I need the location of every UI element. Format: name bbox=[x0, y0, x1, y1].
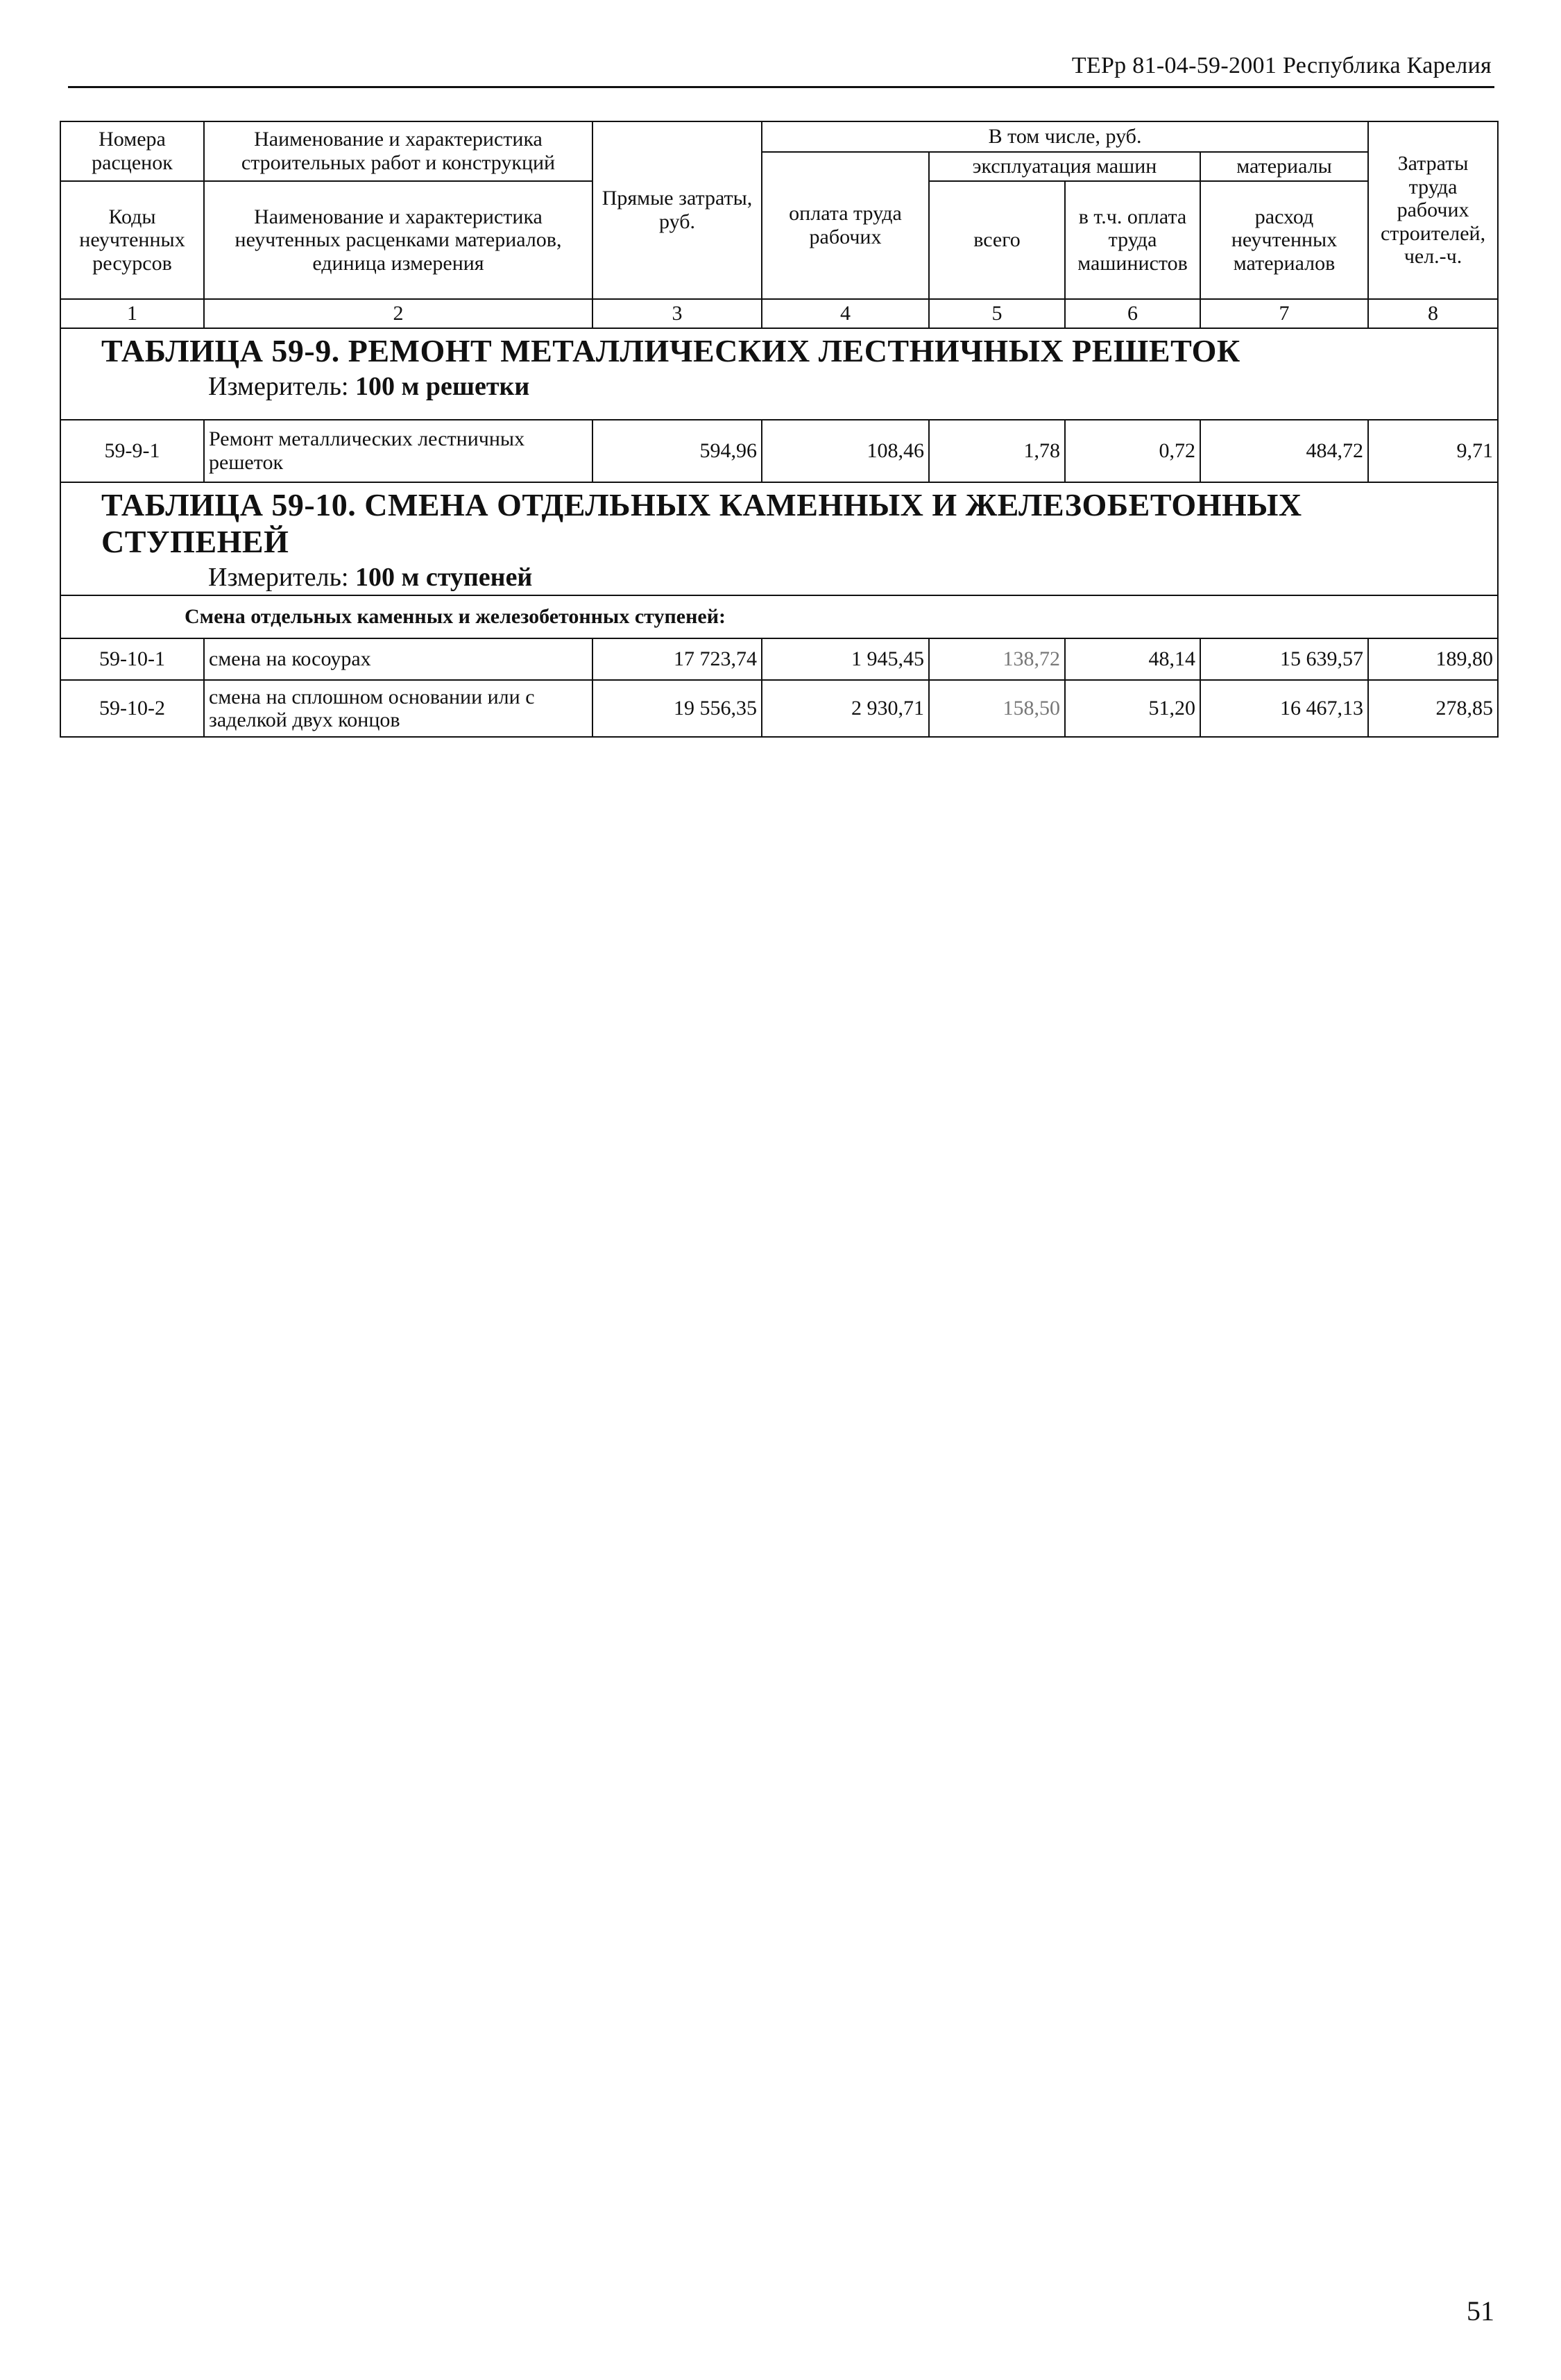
materials-cost: 484,72 bbox=[1200, 420, 1368, 482]
header-col8: Затраты труда рабочих строителей, чел.-ч. bbox=[1368, 121, 1498, 299]
column-index: 5 bbox=[929, 299, 1065, 328]
column-index-row bbox=[60, 299, 1498, 328]
header-col4: оплата труда рабочих bbox=[762, 152, 929, 299]
unit-value: 100 м ступеней bbox=[355, 562, 533, 592]
unit-value: 100 м решетки bbox=[355, 371, 530, 401]
table-row bbox=[60, 680, 1498, 737]
unit-label: Измеритель: bbox=[208, 371, 349, 401]
labor-hours: 189,80 bbox=[1368, 638, 1498, 680]
table-59-10-unit bbox=[61, 561, 1497, 595]
machinists-pay: 51,20 bbox=[1065, 680, 1200, 737]
machines-total: 138,72 bbox=[929, 638, 1065, 680]
direct-costs: 19 556,35 bbox=[592, 680, 762, 737]
machinists-pay: 0,72 bbox=[1065, 420, 1200, 482]
column-index: 7 bbox=[1200, 299, 1368, 328]
header-group-machines: эксплуатация машин bbox=[929, 152, 1200, 181]
materials-cost: 15 639,57 bbox=[1200, 638, 1368, 680]
column-index: 3 bbox=[592, 299, 762, 328]
rate-name: Ремонт металлических лестничных решеток bbox=[204, 420, 592, 482]
header-rule bbox=[68, 86, 1494, 88]
section-title: Смена отдельных каменных и железобетонных ступеней: bbox=[185, 605, 726, 629]
labor-pay: 108,46 bbox=[762, 420, 929, 482]
rates-table bbox=[60, 121, 1499, 738]
header-col2-bottom: Наименование и характеристика неучтенных расценками материалов, единица измерения bbox=[204, 181, 592, 299]
rate-name: смена на сплошном основании или с заделкой двух концов bbox=[204, 680, 592, 737]
rate-code: 59-9-1 bbox=[60, 420, 204, 482]
labor-pay: 2 930,71 bbox=[762, 680, 929, 737]
table-row bbox=[60, 638, 1498, 680]
column-index: 6 bbox=[1065, 299, 1200, 328]
direct-costs: 594,96 bbox=[592, 420, 762, 482]
rate-code: 59-10-2 bbox=[60, 680, 204, 737]
table-59-10-heading-row bbox=[60, 482, 1498, 595]
column-index: 1 bbox=[60, 299, 204, 328]
header-col6: в т.ч. оплата труда машинистов bbox=[1065, 181, 1200, 299]
rate-name: смена на косоурах bbox=[204, 638, 592, 680]
table-59-9-heading-row bbox=[60, 328, 1498, 420]
materials-cost: 16 467,13 bbox=[1200, 680, 1368, 737]
machines-total: 1,78 bbox=[929, 420, 1065, 482]
document-header-title: ТЕРр 81-04-59-2001 Республика Карелия bbox=[1071, 53, 1492, 78]
table-59-9-unit bbox=[61, 370, 1497, 404]
labor-hours: 9,71 bbox=[1368, 420, 1498, 482]
labor-pay: 1 945,45 bbox=[762, 638, 929, 680]
header-col7: расход неучтенных материалов bbox=[1200, 181, 1368, 299]
header-group-total: В том числе, руб. bbox=[762, 121, 1368, 152]
page-number: 51 bbox=[1467, 2295, 1494, 2327]
rate-code: 59-10-1 bbox=[60, 638, 204, 680]
column-index: 8 bbox=[1368, 299, 1498, 328]
table-row bbox=[60, 420, 1498, 482]
direct-costs: 17 723,74 bbox=[592, 638, 762, 680]
header-col1-bottom: Коды неучтенных ресурсов bbox=[60, 181, 204, 299]
labor-hours: 278,85 bbox=[1368, 680, 1498, 737]
table-59-9-title: ТАБЛИЦА 59-9. РЕМОНТ МЕТАЛЛИЧЕСКИХ ЛЕСТНИЧНЫХ РЕШЕТОК bbox=[101, 333, 1240, 368]
machinists-pay: 48,14 bbox=[1065, 638, 1200, 680]
section-row bbox=[60, 595, 1498, 638]
table-59-10-title: ТАБЛИЦА 59-10. СМЕНА ОТДЕЛЬНЫХ КАМЕННЫХ И ЖЕЛЕЗОБЕТОННЫХ СТУПЕНЕЙ bbox=[101, 487, 1302, 559]
unit-label: Измеритель: bbox=[208, 562, 349, 592]
column-index: 2 bbox=[204, 299, 592, 328]
column-index: 4 bbox=[762, 299, 929, 328]
header-col2-top: Наименование и характеристика строительных работ и конструкций bbox=[204, 121, 592, 181]
header-group-materials: материалы bbox=[1200, 152, 1368, 181]
header-col5: всего bbox=[929, 181, 1065, 299]
header-col3: Прямые затраты, руб. bbox=[592, 121, 762, 299]
header-col1-top: Номера расценок bbox=[60, 121, 204, 181]
machines-total: 158,50 bbox=[929, 680, 1065, 737]
